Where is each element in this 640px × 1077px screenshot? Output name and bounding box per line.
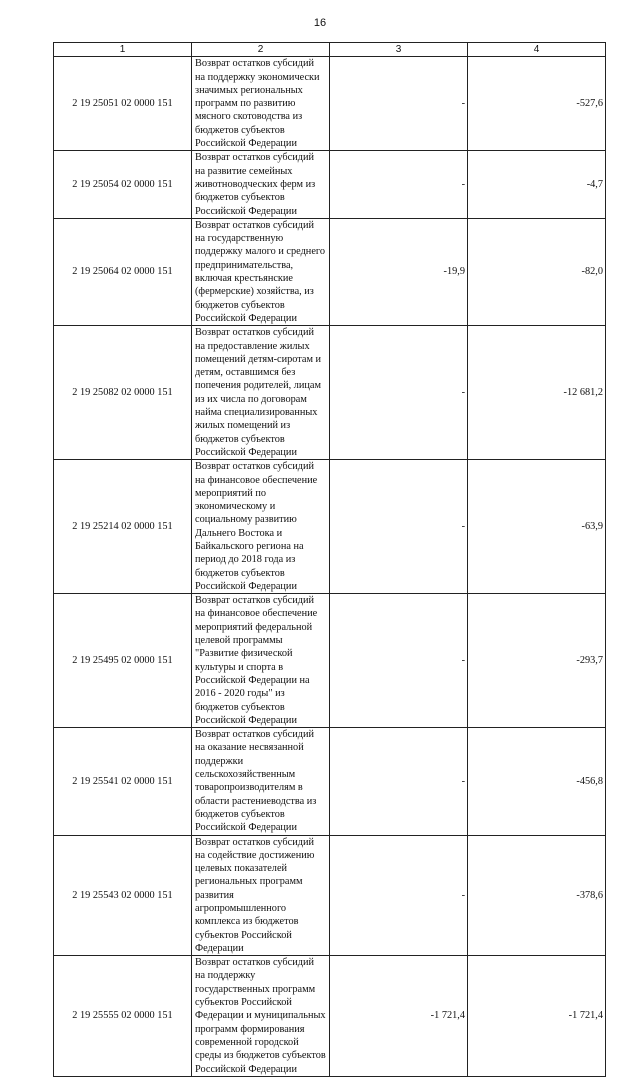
row-col3-value: -1 721,4 [330, 956, 468, 1077]
header-col-3: 3 [330, 43, 468, 57]
row-col3-value: - [330, 835, 468, 956]
row-col4-value: -527,6 [468, 57, 606, 151]
row-col4-value: -378,6 [468, 835, 606, 956]
table-row [54, 594, 606, 728]
row-col4-value: -1 721,4 [468, 956, 606, 1077]
row-code: 2 19 25051 02 0000 151 [54, 57, 192, 151]
row-description: Возврат остатков субсидий на предоставление жилых помещений детям-сиротам и детям, оставшимся без попечения родителей, лицам из их числа по договорам найма специализированных жилых помещений из бюджетов субъектов Российской Федерации [192, 326, 330, 460]
row-col4-value: -63,9 [468, 460, 606, 594]
row-code: 2 19 25214 02 0000 151 [54, 460, 192, 594]
row-code: 2 19 25054 02 0000 151 [54, 151, 192, 218]
row-code: 2 19 25064 02 0000 151 [54, 218, 192, 325]
table-row [54, 151, 606, 218]
row-col3-value: - [330, 594, 468, 728]
page-number: 16 [313, 17, 327, 29]
row-col3-value: - [330, 728, 468, 835]
row-col4-value: -12 681,2 [468, 326, 606, 460]
row-col3-value: - [330, 326, 468, 460]
table-row [54, 956, 606, 1077]
row-description: Возврат остатков субсидий на финансовое обеспечение мероприятий по экономическому и социальному развитию Дальнего Востока и Байкальского региона на период до 2018 года из бюджетов субъектов Российской Федерации [192, 460, 330, 594]
header-col-2: 2 [192, 43, 330, 57]
row-description: Возврат остатков субсидий на оказание несвязанной поддержки сельскохозяйственным товаропроизводителям в области растениеводства из бюджетов субъектов Российской Федерации [192, 728, 330, 835]
row-description: Возврат остатков субсидий на поддержку государственных программ субъектов Российской Федерации и муниципальных программ формирования современной городской среды из бюджетов субъектов Российской Федерации [192, 956, 330, 1077]
budget-table [53, 42, 606, 1077]
table-row [54, 835, 606, 956]
row-code: 2 19 25555 02 0000 151 [54, 956, 192, 1077]
table-header-row [54, 43, 606, 57]
row-col4-value: -456,8 [468, 728, 606, 835]
header-col-4: 4 [468, 43, 606, 57]
row-description: Возврат остатков субсидий на развитие семейных животноводческих ферм из бюджетов субъектов Российской Федерации [192, 151, 330, 218]
table-row [54, 728, 606, 835]
row-col4-value: -293,7 [468, 594, 606, 728]
row-col4-value: -4,7 [468, 151, 606, 218]
row-description: Возврат остатков субсидий на содействие достижению целевых показателей региональных программ развития агропромышленного комплекса из бюджетов субъектов Российской Федерации [192, 835, 330, 956]
header-col-1: 1 [54, 43, 192, 57]
row-code: 2 19 25541 02 0000 151 [54, 728, 192, 835]
row-code: 2 19 25543 02 0000 151 [54, 835, 192, 956]
row-col3-value: - [330, 57, 468, 151]
row-description: Возврат остатков субсидий на поддержку экономически значимых региональных программ по развитию мясного скотоводства из бюджетов субъектов Российской Федерации [192, 57, 330, 151]
row-col3-value: - [330, 460, 468, 594]
table-row [54, 326, 606, 460]
row-col3-value: - [330, 151, 468, 218]
row-code: 2 19 25082 02 0000 151 [54, 326, 192, 460]
row-code: 2 19 25495 02 0000 151 [54, 594, 192, 728]
row-col4-value: -82,0 [468, 218, 606, 325]
table-row [54, 460, 606, 594]
table-row [54, 218, 606, 325]
row-description: Возврат остатков субсидий на финансовое обеспечение мероприятий федеральной целевой программы "Развитие физической культуры и спорта в Российской Федерации на 2016 - 2020 годы" из бюджетов субъектов Российской Федерации [192, 594, 330, 728]
table-row [54, 57, 606, 151]
row-col3-value: -19,9 [330, 218, 468, 325]
row-description: Возврат остатков субсидий на государственную поддержку малого и среднего предпринимательства, включая крестьянские (фермерские) хозяйства, из бюджетов субъектов Российской Федерации [192, 218, 330, 325]
